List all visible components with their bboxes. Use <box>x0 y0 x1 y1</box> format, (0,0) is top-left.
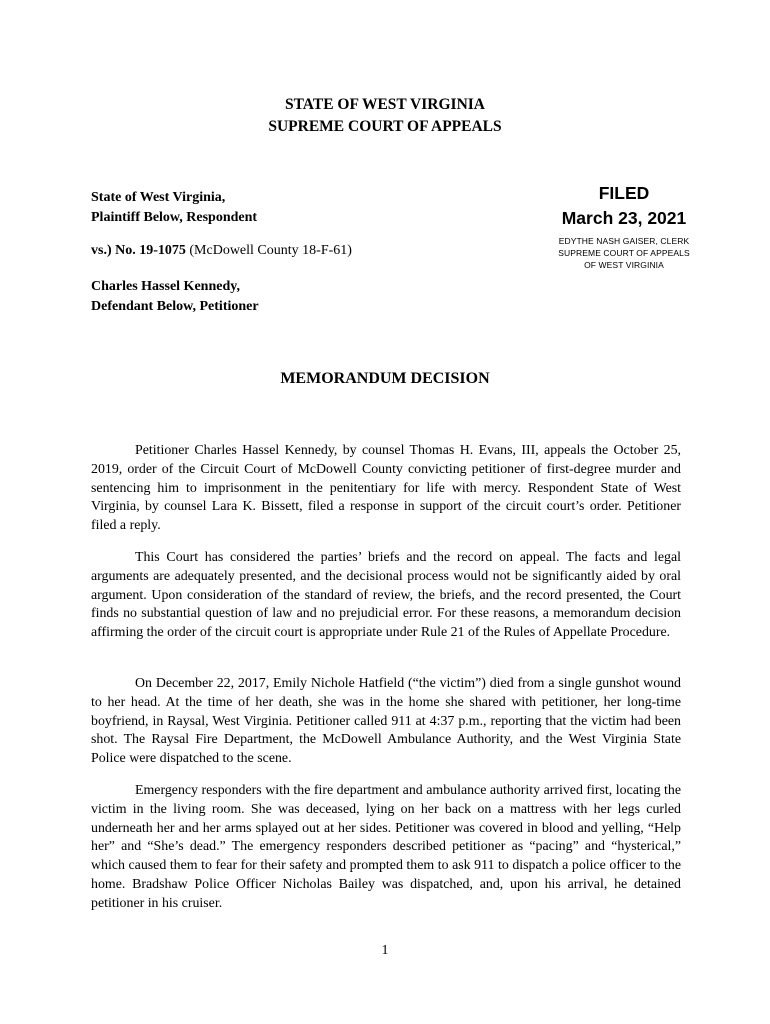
defendant-caption <box>91 277 511 317</box>
paragraph-text: Petitioner Charles Hassel Kennedy, by counsel Thomas H. Evans, III, appeals the October 25, 2019, order of the Circuit Court of McDowell County convicting petitioner of first-degree murder and sentencing him to imprisonment in the penitentiary for life with mercy. Respondent State of West Virginia, by counsel Lara K. Bissett, filed a response in support of the circuit court’s order. Petitioner filed a reply. <box>91 443 681 534</box>
paragraph-2 <box>91 549 681 643</box>
case-detail: (McDowell County 18-F-61) <box>185 243 352 258</box>
paragraph-text: Emergency responders with the fire department and ambulance authority arrived first, locating the victim in the living room. She was deceased, lying on her back on a mattress with her legs curled underneath her and her arms splayed out at her sides. Petitioner was covered in blood and yelling, “Help her” and “She’s dead.” The emergency responders described petitioner as “pacing” and “hysterical,” which caused them to fear for their safety and prompted them to ask 911 to dispatch a police officer to the home. Bradshaw Police Officer Nicholas Bailey was dispatched, and, upon his arrival, he detained petitioner in his cruiser. <box>91 783 681 911</box>
clerk-info <box>540 235 708 271</box>
clerk-line-1: EDYTHE NASH GAISER, CLERK <box>558 236 690 246</box>
paragraph-3 <box>91 675 681 769</box>
case-number: vs.) No. 19-1075 <box>91 243 186 258</box>
plaintiff-role: Plaintiff Below, Respondent <box>91 210 258 225</box>
plaintiff-name: State of West Virginia, <box>91 190 226 205</box>
defendant-name: Charles Hassel Kennedy, <box>91 279 240 294</box>
defendant-role: Defendant Below, Petitioner <box>91 299 259 314</box>
memorandum-title: MEMORANDUM DECISION <box>280 370 490 387</box>
clerk-line-3: OF WEST VIRGINIA <box>584 260 664 270</box>
case-number-line <box>91 241 511 261</box>
paragraph-1 <box>91 442 681 536</box>
state-heading: STATE OF WEST VIRGINIA <box>285 96 485 113</box>
paragraph-4 <box>91 782 681 914</box>
filed-date: March 23, 2021 <box>561 208 687 228</box>
clerk-line-2: SUPREME COURT OF APPEALS <box>558 248 690 258</box>
paragraph-text: This Court has considered the parties’ briefs and the record on appeal. The facts and legal arguments are adequately presented, and the decisional process would not be significantly aided by oral argument. Upon consideration of the standard of review, the briefs, and the record presented, the Court finds no substantial question of law and no prejudicial error. For these reasons, a memorandum decision affirming the order of the circuit court is appropriate under Rule 21 of the Rules of Appellate Procedure. <box>91 550 681 641</box>
paragraph-text: On December 22, 2017, Emily Nichole Hatfield (“the victim”) died from a single gunshot wound to her head. At the time of her death, she was in the home she shared with petitioner, her long-time boyfriend, in Raysal, West Virginia. Petitioner called 911 at 4:37 p.m., reporting that the victim had been shot. The Raysal Fire Department, the McDowell Ambulance Authority, and the West Virginia State Police were dispatched to the scene. <box>91 676 681 767</box>
filed-stamp <box>540 181 708 271</box>
court-heading: SUPREME COURT OF APPEALS <box>268 118 502 135</box>
page-number: 1 <box>381 943 389 958</box>
filed-label: FILED <box>598 183 650 203</box>
plaintiff-caption <box>91 188 511 228</box>
